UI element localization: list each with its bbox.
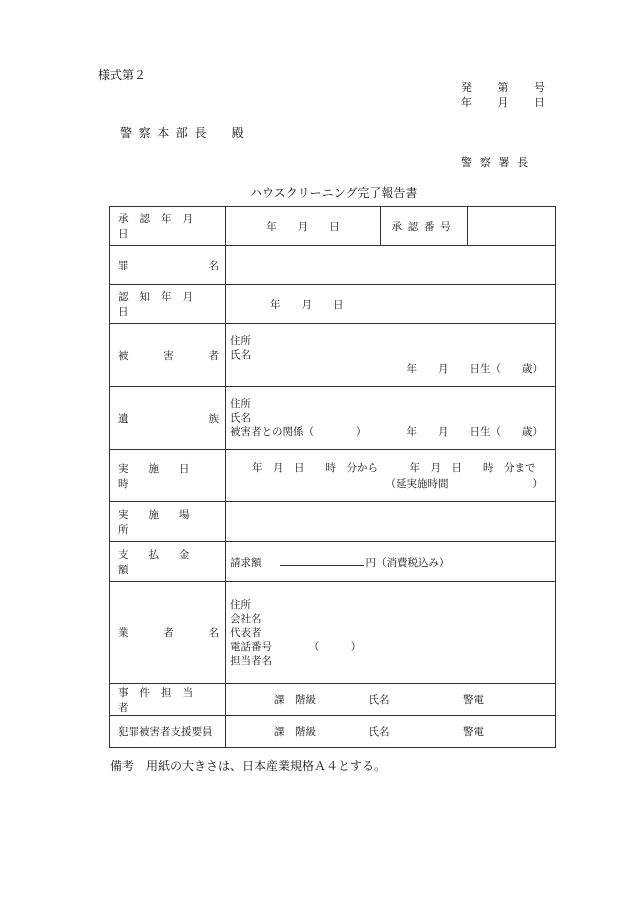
issue-info bbox=[461, 80, 545, 110]
report-form-table bbox=[109, 206, 556, 748]
row-case-officer bbox=[110, 684, 556, 716]
row-execution-datetime bbox=[110, 450, 556, 502]
contractor-address: 住所 bbox=[230, 598, 251, 611]
value-approval-date[interactable]: 年 月 日 bbox=[226, 207, 381, 246]
contractor-person: 担当者名 bbox=[230, 654, 272, 667]
label-family: 遺 族 bbox=[110, 387, 226, 450]
row-contractor bbox=[110, 582, 556, 684]
remarks-note: 備考 用紙の大きさは、日本産業規格Ａ４とする。 bbox=[110, 759, 387, 773]
family-address: 住所 bbox=[230, 398, 251, 410]
contractor-company: 会社名 bbox=[230, 612, 262, 625]
value-contractor[interactable] bbox=[226, 582, 556, 684]
label-support-officer: 犯罪被害者支援要員 bbox=[110, 716, 226, 748]
label-crime-name: 罪 名 bbox=[110, 246, 226, 285]
value-recognition-date[interactable]: 年 月 日 bbox=[226, 285, 556, 324]
payment-suffix: 円（消費税込み） bbox=[365, 556, 450, 569]
row-payment bbox=[110, 542, 556, 582]
label-victim: 被 害 者 bbox=[110, 324, 226, 387]
family-birth: 年 月 日生（ 歳） bbox=[406, 426, 543, 438]
victim-birth: 年 月 日生（ 歳） bbox=[406, 363, 543, 375]
row-crime-name bbox=[110, 246, 556, 285]
victim-address: 住所 bbox=[230, 335, 251, 347]
value-payment[interactable] bbox=[226, 542, 556, 582]
value-family[interactable] bbox=[226, 387, 556, 450]
victim-name: 氏名 bbox=[230, 349, 251, 361]
label-execution-place: 実施場所 bbox=[110, 502, 226, 542]
value-execution-place[interactable] bbox=[226, 502, 556, 542]
label-case-officer: 事件担当者 bbox=[110, 684, 226, 716]
value-execution-datetime[interactable] bbox=[226, 450, 556, 502]
value-victim[interactable] bbox=[226, 324, 556, 387]
execution-total-time: （延実施時間 ） bbox=[385, 477, 543, 490]
label-approval-number: 承認番号 bbox=[381, 207, 468, 246]
contractor-phone: 電話番号 （ ） bbox=[230, 640, 362, 653]
label-payment: 支払金額 bbox=[110, 542, 226, 582]
form-number: 様式第２ bbox=[98, 68, 147, 82]
document-title: ハウスクリーニング完了報告書 bbox=[250, 186, 418, 200]
value-crime-name[interactable] bbox=[226, 246, 556, 285]
row-recognition-date bbox=[110, 285, 556, 324]
value-support-officer[interactable]: 課 階級 氏名 警電 bbox=[226, 716, 556, 748]
addressee: 警察本部長 殿 bbox=[120, 126, 251, 140]
row-execution-place bbox=[110, 502, 556, 542]
label-approval-date: 承認年月日 bbox=[110, 207, 226, 246]
row-support-officer bbox=[110, 716, 556, 748]
row-victim bbox=[110, 324, 556, 387]
issue-number: 発 第 号 bbox=[461, 81, 545, 94]
payment-amount-line[interactable] bbox=[280, 554, 364, 566]
family-name: 氏名 bbox=[230, 412, 251, 424]
family-relation: 被害者との関係（ ） bbox=[230, 426, 367, 438]
row-family bbox=[110, 387, 556, 450]
label-execution-datetime: 実施日時 bbox=[110, 450, 226, 502]
label-recognition-date: 認知年月日 bbox=[110, 285, 226, 324]
issue-date: 年 月 日 bbox=[461, 96, 545, 109]
payment-prefix: 請求額 bbox=[230, 556, 262, 569]
value-approval-number[interactable] bbox=[468, 207, 556, 246]
sender: 警察署長 bbox=[461, 156, 536, 169]
contractor-representative: 代表者 bbox=[230, 626, 262, 639]
execution-period: 年 月 日 時 分から 年 月 日 時 分まで bbox=[252, 461, 536, 474]
value-case-officer[interactable]: 課 階級 氏名 警電 bbox=[226, 684, 556, 716]
label-contractor: 業 者 名 bbox=[110, 582, 226, 684]
row-approval-date bbox=[110, 207, 556, 246]
